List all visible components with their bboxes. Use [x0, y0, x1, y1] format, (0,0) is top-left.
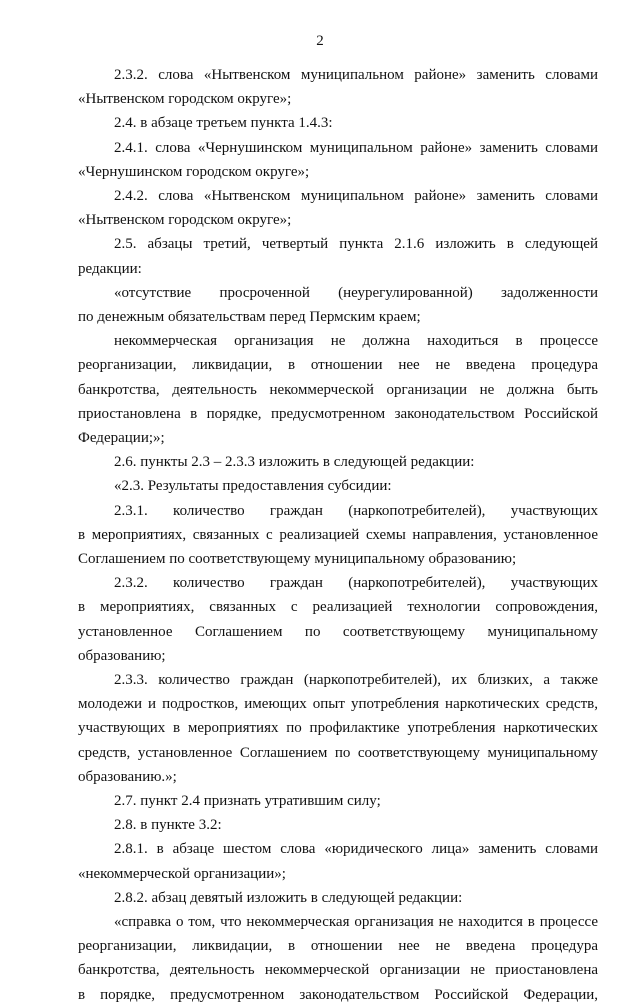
- text-line: Федерации;»;: [78, 430, 165, 446]
- text-line: «Нытвенском городском округе»;: [78, 91, 292, 108]
- text-line: 2.8. в пункте 3.2:: [114, 817, 222, 834]
- text-line: образованию.»;: [78, 768, 177, 785]
- text-line: 2.8.1. в абзаце шестом слова «юридического лица» заменить словами: [114, 841, 598, 858]
- text-line: «отсутствие просроченной (неурегулированной) задолженности: [114, 284, 598, 301]
- text-line: «2.3. Результаты предоставления субсидии:: [114, 478, 392, 495]
- text-line: установленное Соглашением по соответствующему муниципальному: [78, 623, 598, 640]
- text-line: в порядке, предусмотренном законодательством Российской Федерации,: [78, 986, 598, 1003]
- text-line: банкротства, деятельность некоммерческой организации не должна быть: [78, 381, 598, 398]
- text-line: редакции:: [78, 260, 142, 277]
- text-line: в мероприятиях, связанных с реализацией технологии сопровождения,: [78, 599, 598, 616]
- text-line: 2.3.2. слова «Нытвенском муниципальном районе» заменить словами: [114, 67, 598, 83]
- text-line: 2.4.1. слова «Чернушинском муниципальном районе» заменить словами: [114, 139, 598, 156]
- text-line: 2.8.2. абзац девятый изложить в следующей редакции:: [114, 889, 463, 906]
- page-number: 2: [316, 33, 324, 49]
- text-line: 2.5. абзацы третий, четвертый пункта 2.1.6 изложить в следующей: [114, 236, 598, 253]
- text-line: реорганизации, ликвидации, в отношении нее не введена процедура: [78, 357, 598, 374]
- text-line: в мероприятиях, связанных с реализацией схемы направления, установленное: [78, 526, 598, 543]
- text-line: некоммерческая организация не должна находиться в процессе: [114, 333, 598, 350]
- text-line: участвующих в мероприятиях по профилактике употребления наркотических: [78, 720, 598, 737]
- text-line: «Нытвенском городском округе»;: [78, 212, 292, 229]
- text-line: Соглашением по соответствующему муниципальному образованию;: [78, 551, 517, 567]
- text-line: 2.3.2. количество граждан (наркопотребителей), участвующих: [114, 575, 598, 592]
- text-line: 2.3.3. количество граждан (наркопотребителей), их близких, а также: [114, 672, 598, 688]
- text-line: «Чернушинском городском округе»;: [78, 163, 310, 180]
- text-line: 2.7. пункт 2.4 признать утратившим силу;: [114, 793, 381, 809]
- text-line: приостановлена в порядке, предусмотренном законодательством Российской: [78, 405, 598, 422]
- text-line: реорганизации, ликвидации, в отношении нее не введена процедура: [78, 938, 598, 955]
- text-line: по денежным обязательствам перед Пермским краем;: [78, 309, 421, 325]
- text-line: банкротства, деятельность некоммерческой организации не приостановлена: [78, 962, 598, 979]
- text-line: средств, установленное Соглашением по соответствующему муниципальному: [78, 744, 598, 761]
- text-line: «некоммерческой организации»;: [78, 865, 286, 882]
- text-line: «справка о том, что некоммерческая организация не находится в процессе: [114, 914, 598, 930]
- text-line: молодежи и подростков, имеющих опыт употребления наркотических средств,: [78, 696, 598, 713]
- text-line: 2.4. в абзаце третьем пункта 1.4.3:: [114, 115, 333, 132]
- text-line: 2.6. пункты 2.3 – 2.3.3 изложить в следующей редакции:: [114, 454, 475, 471]
- text-line: 2.3.1. количество граждан (наркопотребителей), участвующих: [114, 502, 598, 519]
- text-line: 2.4.2. слова «Нытвенском муниципальном районе» заменить словами: [114, 188, 598, 204]
- text-line: образованию;: [78, 647, 166, 664]
